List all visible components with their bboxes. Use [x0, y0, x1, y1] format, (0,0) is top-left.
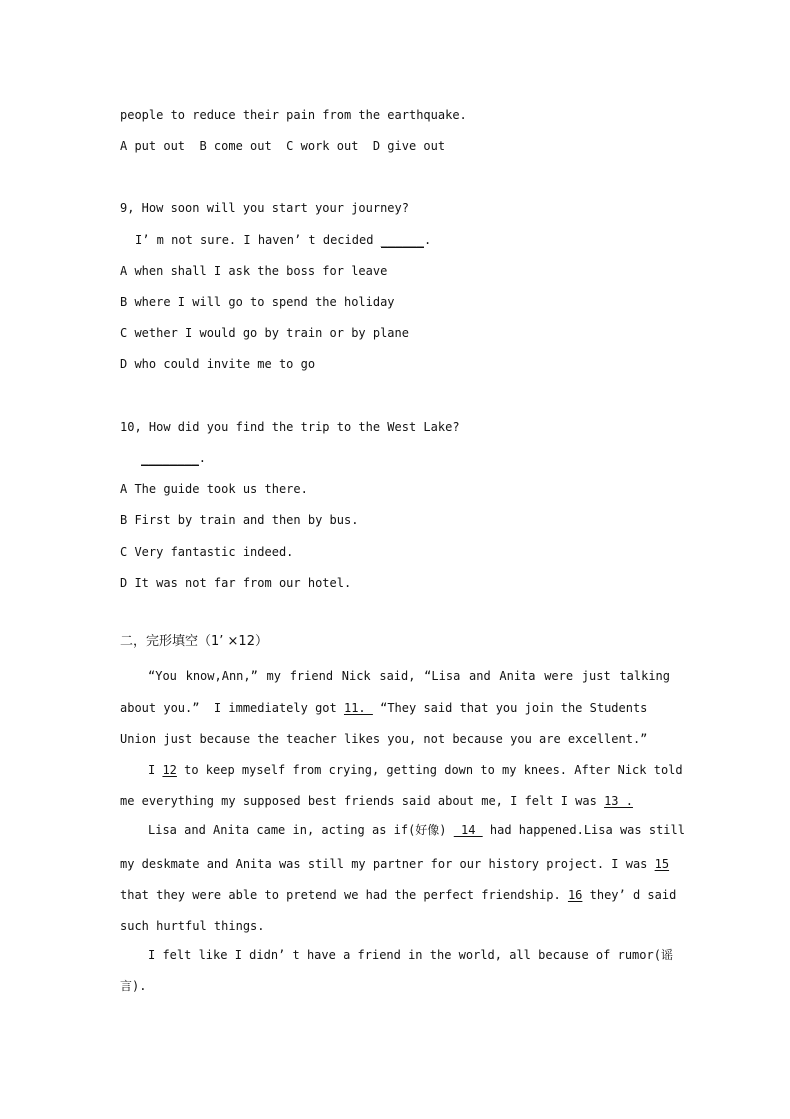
passage-p4-line1: I felt like I didn’ t have a friend in the world, all because of rumor(谣 — [148, 948, 673, 962]
blank-11: 11. — [343, 701, 373, 715]
passage-p2-line2 — [120, 793, 633, 809]
passage-p3-line3-a: that they were able to pretend we had the perfect friendship. — [120, 888, 568, 902]
passage-p1-line1: “You know,Ann,” my friend Nick said, “Lisa and Anita were just talking — [148, 669, 670, 683]
passage-p2-line1 — [148, 762, 683, 778]
q9-option-c: C wether I would go by train or by plane — [120, 326, 409, 340]
q9-response — [135, 232, 431, 248]
passage-p3-line2-a: my deskmate and Anita was still my partner for our history project. I was — [120, 857, 655, 871]
q10-option-c: C Very fantastic indeed. — [120, 545, 294, 559]
passage-p3-line1 — [148, 822, 685, 838]
q10-option-b: B First by train and then by bus. — [120, 513, 359, 527]
q9-response-text: I’ m not sure. I haven’ t decided — [135, 233, 374, 247]
passage-p3-line3-b: they’ d said — [582, 888, 677, 902]
q10-response — [141, 450, 206, 466]
q9-question: 9, How soon will you start your journey? — [120, 201, 409, 215]
q9-option-a: A when shall I ask the boss for leave — [120, 264, 388, 278]
passage-p2-line2-a: me everything my supposed best friends said about me, I felt I was — [120, 794, 605, 808]
section-heading: 二，完形填空（1’ ×12） — [120, 634, 268, 649]
passage-p4-line2: 言). — [120, 979, 147, 993]
blank-14: 14 — [453, 823, 483, 837]
q10-option-a: A The guide took us there. — [120, 482, 308, 496]
passage-p3-line1-a: Lisa and Anita came in, acting as if(好像) — [148, 823, 454, 837]
passage-p2-line1-b: to keep myself from crying, getting down to my knees. After Nick told — [176, 763, 683, 777]
blank-16: 16 — [567, 888, 583, 902]
q8-options: A put out B come out C work out D give out — [120, 139, 446, 153]
passage-p3-line4: such hurtful things. — [120, 919, 265, 933]
passage-p1-line2-a: about you.” I immediately got — [120, 701, 344, 715]
passage-p2-line1-a: I — [148, 763, 163, 777]
passage-p1-line2 — [120, 700, 647, 716]
q10-blank: ________ — [141, 451, 199, 465]
blank-13: 13 . — [604, 794, 633, 808]
q10-question: 10, How did you find the trip to the West Lake? — [120, 420, 460, 434]
q10-period: . — [198, 451, 207, 465]
blank-12: 12 — [162, 763, 177, 777]
q9-period: . — [424, 233, 432, 247]
blank-15: 15 — [654, 857, 670, 871]
passage-p3-line2 — [120, 856, 669, 872]
passage-p3-line3 — [120, 887, 676, 903]
q9-option-d: D who could invite me to go — [120, 357, 316, 371]
q10-option-d: D It was not far from our hotel. — [120, 576, 352, 590]
passage-p3-line1-b: had happened.Lisa was still — [482, 823, 685, 837]
passage-p1-line2-b: “They said that you join the Students — [372, 701, 648, 715]
q9-blank: ______ — [380, 233, 425, 247]
q9-option-b: B where I will go to spend the holiday — [120, 295, 395, 309]
passage-p1-line3: Union just because the teacher likes you, not because you are excellent.” — [120, 732, 648, 746]
q8-stem-tail: people to reduce their pain from the earthquake. — [120, 108, 467, 122]
